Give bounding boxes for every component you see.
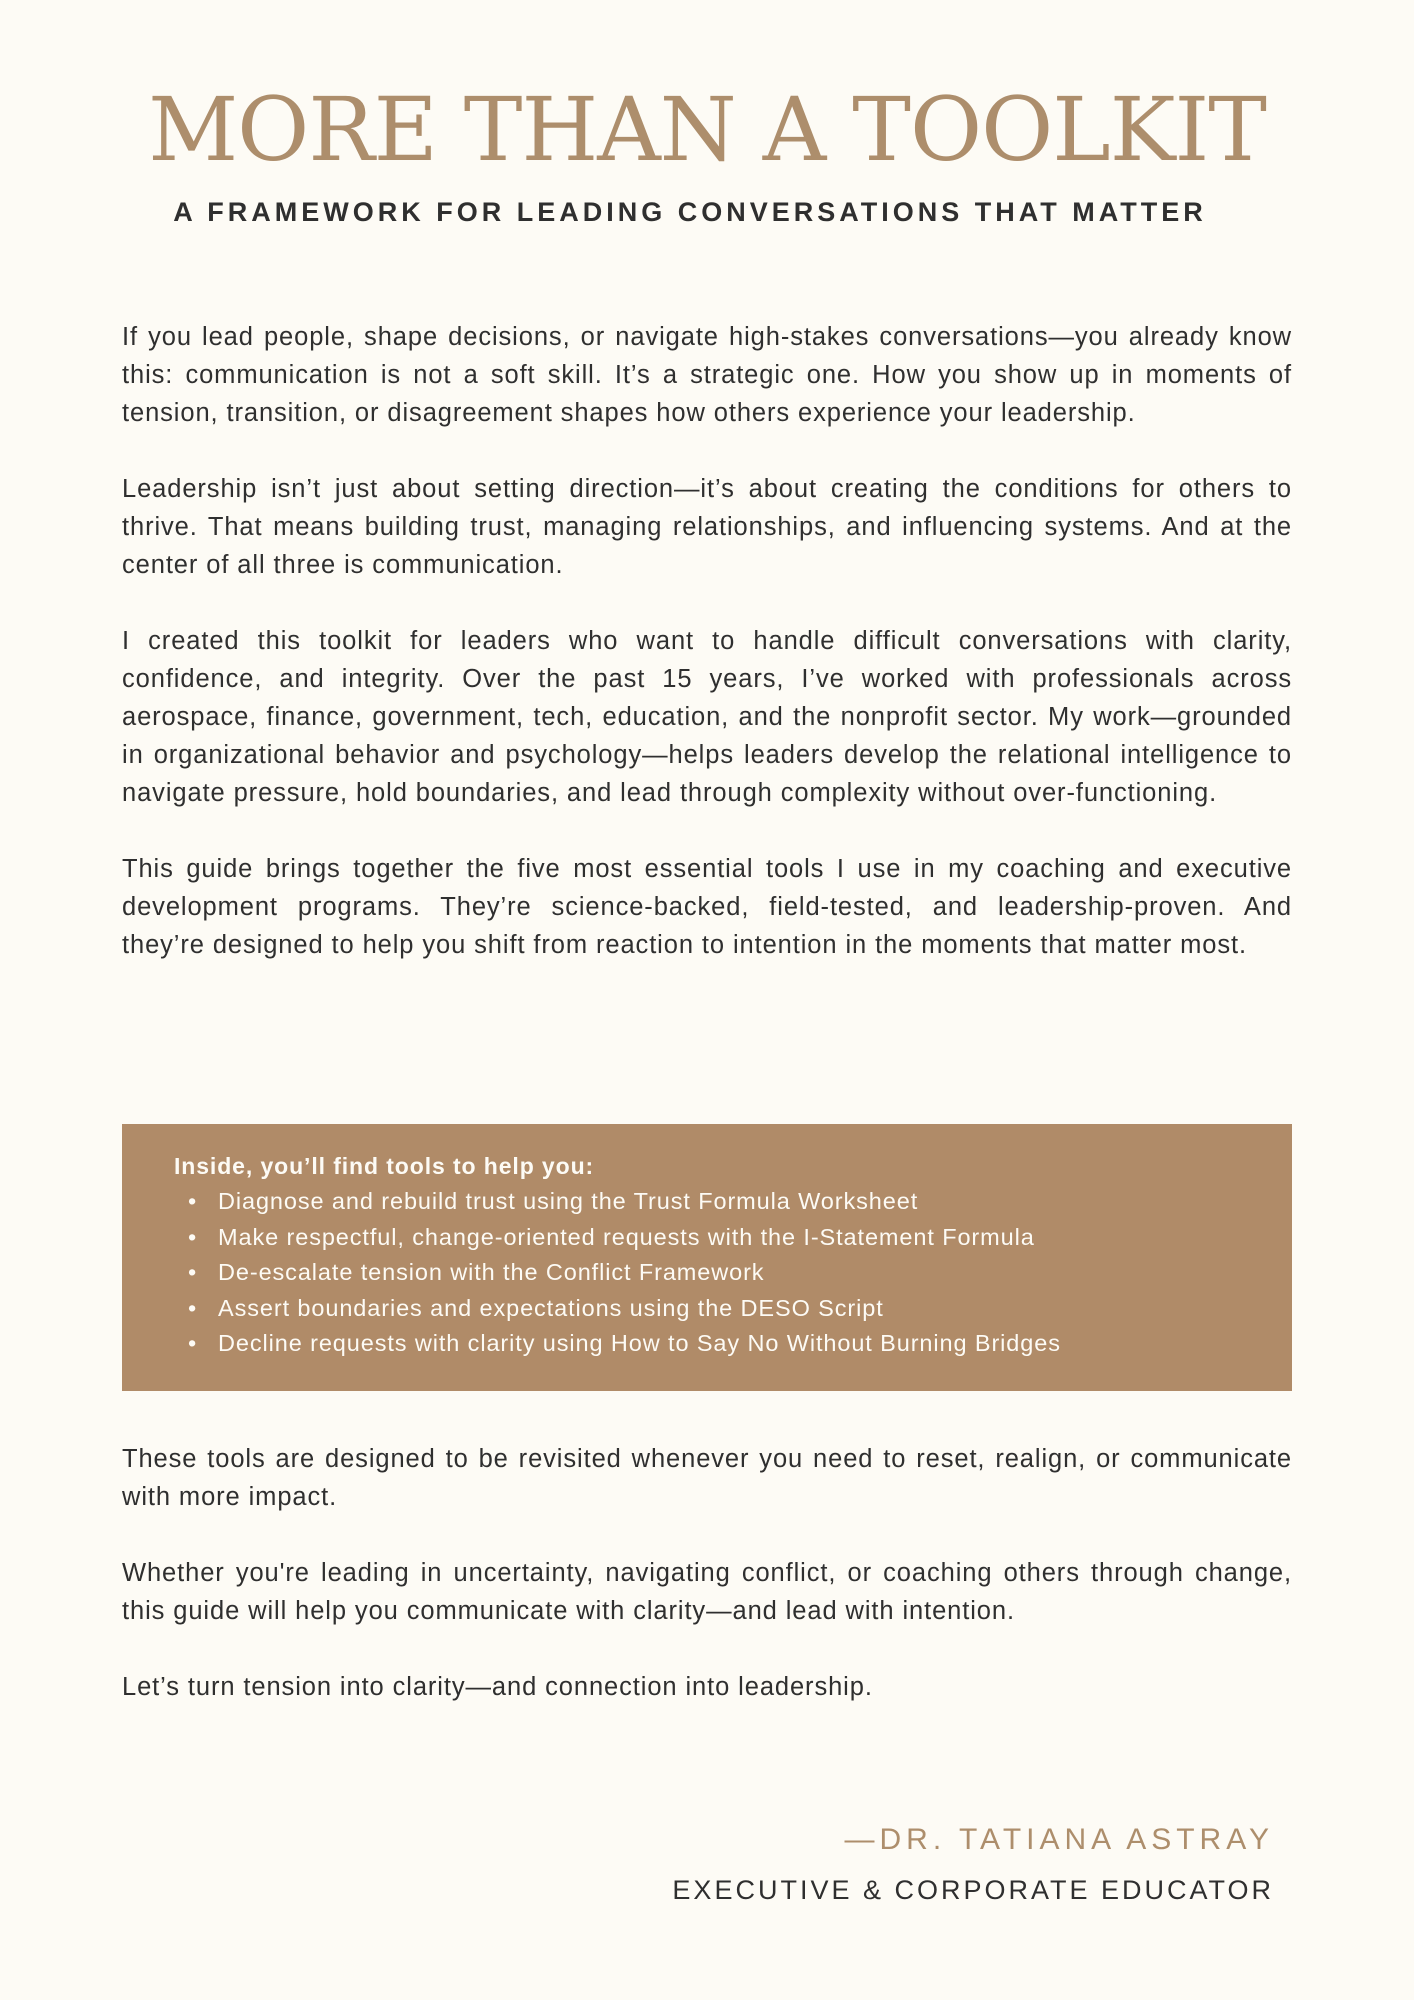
tools-callout-box [122, 1124, 1292, 1391]
list-item-text: Decline requests with clarity using How to Say No Without Burning Bridges [218, 1330, 1061, 1356]
list-item [188, 1291, 1242, 1327]
bullet-icon: • [188, 1223, 198, 1250]
list-item [188, 1220, 1242, 1256]
closing-section [122, 1440, 1292, 1744]
list-item-text: Make respectful, change-oriented requests with the I-Statement Formula [218, 1223, 1035, 1250]
author-signature: —DR. TATIANA ASTRAY [844, 1823, 1274, 1856]
author-role: EXECUTIVE & CORPORATE EDUCATOR [672, 1875, 1274, 1905]
list-item [188, 1326, 1242, 1362]
closing-paragraph-1: These tools are designed to be revisited whenever you need to reset, realign, or communicate with more impact. [122, 1445, 1292, 1511]
intro-section [122, 318, 1292, 1002]
page-subtitle: A FRAMEWORK FOR LEADING CONVERSATIONS THAT MATTER [173, 197, 1207, 227]
callout-heading: Inside, you’ll find tools to help you: [174, 1153, 595, 1179]
intro-paragraph-1: If you lead people, shape decisions, or navigate high-stakes conversations—you already know this: communication is not a soft skill. It’s a strategic one. How you show up in moments of tension, transition, or disagreement shapes how others experience your leadership. [122, 323, 1292, 427]
list-item-text: De-escalate tension with the Conflict Framework [218, 1259, 765, 1285]
bullet-icon: • [188, 1259, 198, 1285]
list-item-text: Diagnose and rebuild trust using the Trust Formula Worksheet [218, 1188, 919, 1214]
intro-paragraph-2: Leadership isn’t just about setting direction—it’s about creating the conditions for others to thrive. That means building trust, managing relationships, and influencing systems. And at the center of all three is communication. [122, 475, 1292, 579]
tools-list [174, 1184, 1242, 1362]
list-item [188, 1184, 1242, 1220]
closing-paragraph-3: Let’s turn tension into clarity—and connection into leadership. [122, 1673, 873, 1701]
closing-paragraph-2: Whether you're leading in uncertainty, navigating conflict, or coaching others through change, this guide will help you communicate with clarity—and lead with intention. [122, 1559, 1292, 1625]
bullet-icon: • [188, 1294, 198, 1321]
list-item [188, 1255, 1242, 1291]
intro-paragraph-4: This guide brings together the five most essential tools I use in my coaching and executive development programs. They’re science-backed, field-tested, and leadership-proven. And they’re designed to help you shift from reaction to intention in the moments that matter most. [122, 855, 1292, 959]
page-title: MORE THAN A TOOLKIT [148, 78, 1266, 181]
intro-paragraph-3: I created this toolkit for leaders who want to handle difficult conversations with clarity, confidence, and integrity. Over the past 15 years, I’ve worked with professionals across aerospace, finance, government, tech, education, and the nonprofit sector. My work—grounded in organizational behavior and psychology—helps leaders develop the relational intelligence to navigate pressure, hold boundaries, and lead through complexity without over-functioning. [122, 627, 1292, 807]
bullet-icon: • [188, 1330, 198, 1356]
list-item-text: Assert boundaries and expectations using the DESO Script [218, 1294, 884, 1321]
bullet-icon: • [188, 1188, 198, 1214]
